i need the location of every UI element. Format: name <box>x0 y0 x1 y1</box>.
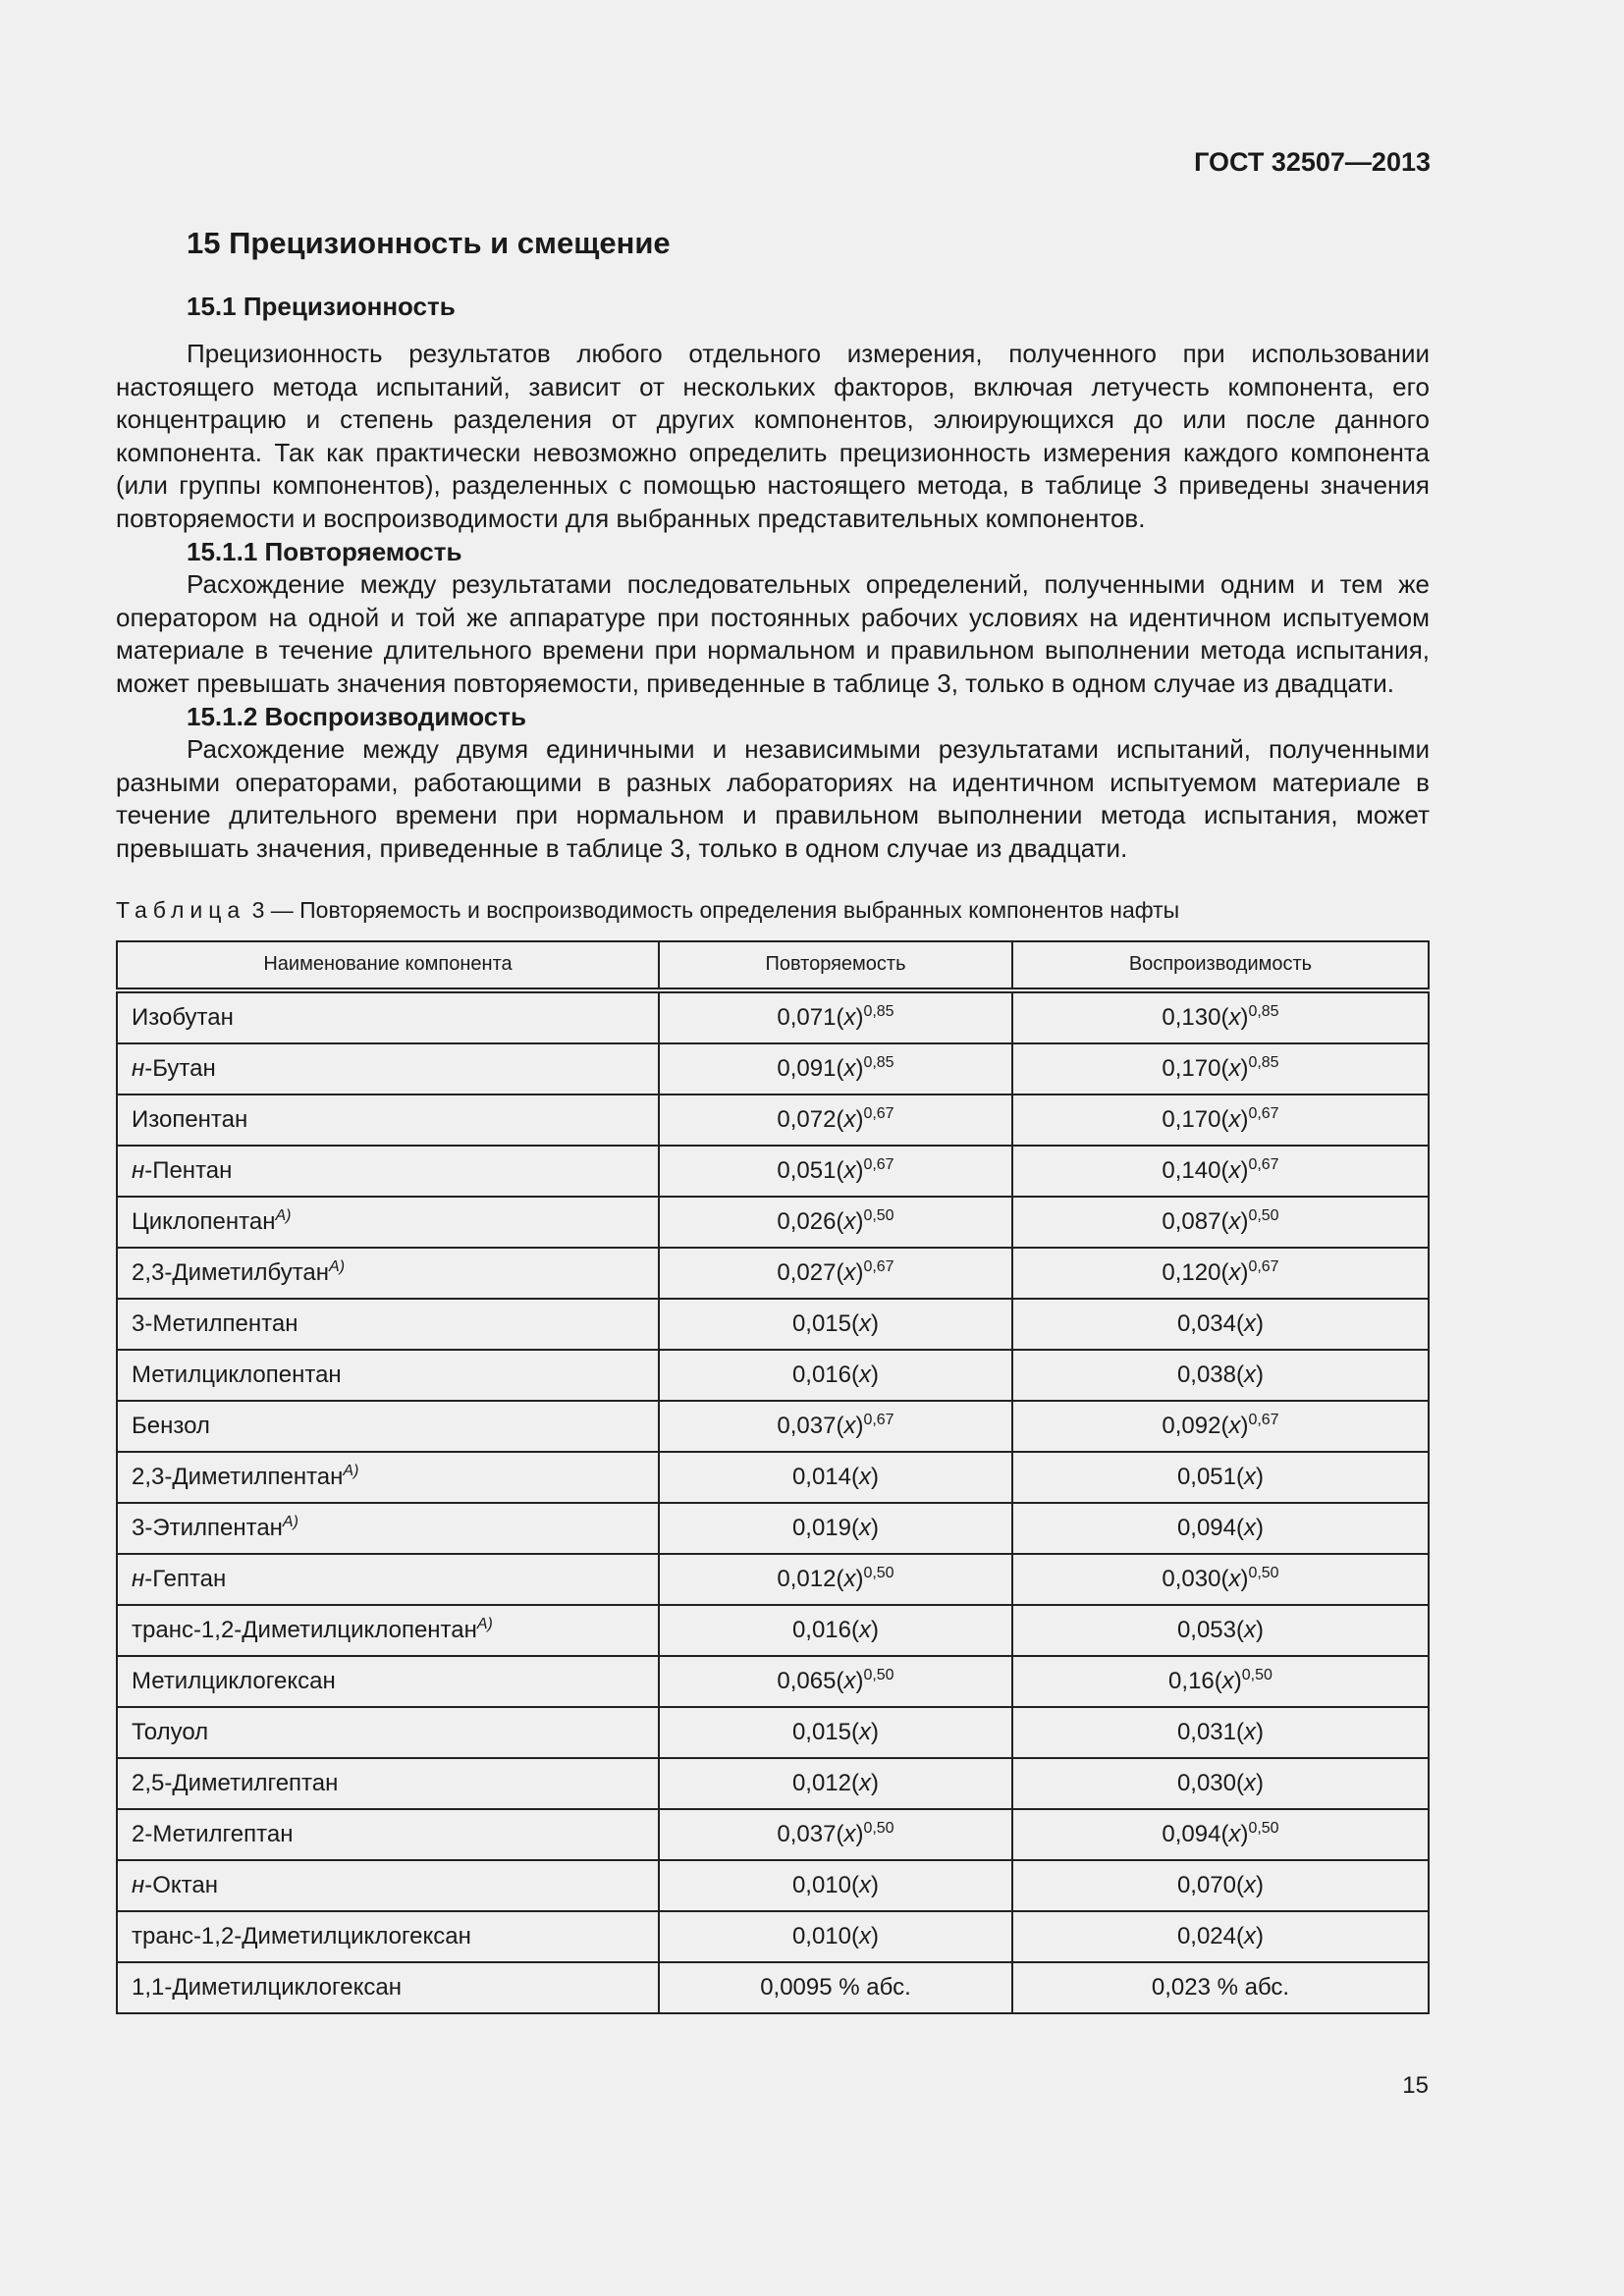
table-caption-label: Таблица <box>116 896 246 923</box>
reproducibility-cell: 0,051(x) <box>1012 1452 1429 1503</box>
coefficient: 0,037 <box>777 1412 837 1439</box>
table-row <box>117 1095 1429 1146</box>
component-prefix: н <box>132 1565 145 1592</box>
table-row <box>117 1758 1429 1809</box>
variable: x <box>1228 1156 1241 1184</box>
coefficient: 0,071 <box>777 1003 837 1031</box>
repeatability-cell: 0,010(x) <box>659 1860 1012 1911</box>
component-name-cell <box>117 1299 659 1350</box>
coefficient: 0,031 <box>1176 1718 1236 1745</box>
exponent: 0,50 <box>1248 1819 1279 1837</box>
page-number: 15 <box>1402 2072 1429 2099</box>
variable: x <box>1244 1718 1256 1745</box>
repeatability-cell: $0,065(x)^{0,50}$ <box>659 1656 1012 1707</box>
variable: x <box>859 1769 871 1796</box>
variable: x <box>843 1207 856 1235</box>
reproducibility-cell: $0,170(x)^{0,85}$ <box>1012 1043 1429 1095</box>
variable: x <box>859 1514 871 1541</box>
component-name: транс-1,2-Диметилциклогексан <box>132 1922 471 1949</box>
coefficient: 0,038 <box>1176 1361 1236 1388</box>
variable: x <box>1244 1616 1256 1643</box>
exponent: 0,67 <box>863 1257 894 1275</box>
repeatability-cell: $0,037(x)^{0,67}$ <box>659 1401 1012 1452</box>
exponent: 0,85 <box>863 1002 894 1020</box>
reproducibility-cell: $0,130(x)^{0,85}$ <box>1012 990 1429 1043</box>
variable: x <box>1228 1054 1241 1082</box>
component-name: Толуол <box>132 1718 209 1745</box>
table-row <box>117 1911 1429 1962</box>
repeatability-title: 15.1.1 Повторяемость <box>187 536 462 566</box>
component-name: 2-Метилгептан <box>132 1820 294 1847</box>
component-prefix: н <box>132 1054 145 1082</box>
reproducibility-cell: $0,087(x)^{0,50}$ <box>1012 1197 1429 1248</box>
component-name: -Октан <box>144 1871 218 1898</box>
subsection-title: 15.1 Прецизионность <box>187 292 456 321</box>
component-prefix: н <box>132 1871 145 1898</box>
repeatability-paragraph: Расхождение между результатами последовательных определений, полученными одним и тем же оператором на одной и той же аппаратуре при постоянных рабочих условиях на идентичном испытуемом материале в течение длительного времени при нормальном и правильном выполнении метода испытания, может превышать значения повторяемости, приведенные в таблице 3, только в одном случае из двадцати. <box>116 569 1430 698</box>
component-name: 3-Этилпентан <box>132 1514 283 1541</box>
table-row <box>117 1707 1429 1758</box>
coefficient: 0,094 <box>1176 1514 1236 1541</box>
repeatability-cell: $0,091(x)^{0,85}$ <box>659 1043 1012 1095</box>
variable: x <box>843 1565 856 1592</box>
table-row <box>117 1605 1429 1656</box>
coefficient: 0,140 <box>1162 1156 1221 1184</box>
coefficient: 0,051 <box>1176 1463 1236 1490</box>
repeatability-cell: 0,015(x) <box>659 1299 1012 1350</box>
component-name: 3-Метилпентан <box>132 1309 298 1337</box>
coefficient: 0,015 <box>791 1309 851 1337</box>
coefficient: 0,010 <box>791 1871 851 1898</box>
component-prefix: н <box>132 1156 145 1184</box>
coefficient: 0,026 <box>777 1207 837 1235</box>
coefficient: 0,010 <box>791 1922 851 1949</box>
variable: x <box>843 1003 856 1031</box>
intro-paragraph: Прецизионность результатов любого отдельного измерения, полученного при использовании настоящего метода испытаний, зависит от нескольких факторов, включая летучесть компонента, его концентрацию и степень разделения от других компонентов, элюирующихся до или после данного компонента. Так как практически невозможно определить прецизионность измерения каждого компонента (или группы компонентов), разделенных с помощью настоящего метода, в таблице 3 приведены значения повторяемости и воспроизводимости для выбранных представительных компонентов. <box>116 339 1430 533</box>
variable: x <box>1244 1769 1256 1796</box>
repeatability-cell: $0,037(x)^{0,50}$ <box>659 1809 1012 1860</box>
table-row <box>117 1248 1429 1299</box>
table-row <box>117 1350 1429 1401</box>
coefficient: 0,016 <box>791 1616 851 1643</box>
footnote-mark: А) <box>476 1615 493 1632</box>
repeatability-cell: $0,027(x)^{0,67}$ <box>659 1248 1012 1299</box>
component-name-cell <box>117 1605 659 1656</box>
repeatability-cell: $0,051(x)^{0,67}$ <box>659 1146 1012 1197</box>
footnote-mark: А) <box>275 1206 292 1224</box>
reproducibility-cell: 0,030(x) <box>1012 1758 1429 1809</box>
table-row <box>117 1656 1429 1707</box>
page-content <box>116 218 1430 2014</box>
variable: x <box>859 1922 871 1949</box>
reproducibility-cell: $0,16(x)^{0,50}$ <box>1012 1656 1429 1707</box>
reproducibility-cell: $0,094(x)^{0,50}$ <box>1012 1809 1429 1860</box>
exponent: 0,67 <box>863 1411 894 1428</box>
component-name: Циклопентан <box>132 1207 276 1235</box>
document-code: ГОСТ 32507—2013 <box>1194 147 1431 177</box>
component-name-cell <box>117 1095 659 1146</box>
component-name-cell <box>117 1809 659 1860</box>
variable: x <box>1244 1361 1256 1388</box>
repeatability-cell: 0,014(x) <box>659 1452 1012 1503</box>
component-name-cell <box>117 1350 659 1401</box>
coefficient: 0,051 <box>777 1156 837 1184</box>
exponent: 0,67 <box>863 1155 894 1173</box>
component-name: 2,3-Диметилпентан <box>132 1463 344 1490</box>
coefficient: 0,070 <box>1176 1871 1236 1898</box>
table-row <box>117 1962 1429 2013</box>
component-name-cell <box>117 990 659 1043</box>
table-row <box>117 1043 1429 1095</box>
repeatability-cell: 0,015(x) <box>659 1707 1012 1758</box>
coefficient: 0,170 <box>1162 1054 1221 1082</box>
coefficient: 0,072 <box>777 1105 837 1133</box>
component-name-cell <box>117 1401 659 1452</box>
coefficient: 0,16 <box>1168 1667 1215 1694</box>
exponent: 0,50 <box>863 1666 894 1683</box>
component-name-cell <box>117 1707 659 1758</box>
variable: x <box>1228 1258 1241 1286</box>
table-row <box>117 1452 1429 1503</box>
variable: x <box>843 1156 856 1184</box>
reproducibility-cell: 0,024(x) <box>1012 1911 1429 1962</box>
variable: x <box>1228 1565 1241 1592</box>
exponent: 0,50 <box>863 1564 894 1581</box>
section-title: 15 Прецизионность и смещение <box>187 226 671 260</box>
exponent: 0,85 <box>1248 1002 1279 1020</box>
table-row <box>117 1554 1429 1605</box>
variable: x <box>1228 1412 1241 1439</box>
repeatability-cell: 0,019(x) <box>659 1503 1012 1554</box>
reproducibility-cell: $0,092(x)^{0,67}$ <box>1012 1401 1429 1452</box>
coefficient: 0,092 <box>1162 1412 1221 1439</box>
table-header-row <box>117 941 1429 990</box>
footnote-mark: А) <box>329 1257 346 1275</box>
variable: x <box>1244 1871 1256 1898</box>
reproducibility-cell: $0,120(x)^{0,67}$ <box>1012 1248 1429 1299</box>
component-name-cell <box>117 1248 659 1299</box>
exponent: 0,85 <box>1248 1053 1279 1071</box>
reproducibility-title: 15.1.2 Воспроизводимость <box>187 701 526 731</box>
value-text: 0,023 % абс. <box>1151 1973 1290 2001</box>
repeatability-cell: $0,012(x)^{0,50}$ <box>659 1554 1012 1605</box>
coefficient: 0,170 <box>1162 1105 1221 1133</box>
exponent: 0,85 <box>863 1053 894 1071</box>
table-row <box>117 1299 1429 1350</box>
coefficient: 0,094 <box>1162 1820 1221 1847</box>
variable: x <box>1228 1207 1241 1235</box>
repeatability-cell: $0,071(x)^{0,85}$ <box>659 990 1012 1043</box>
precision-table <box>116 940 1430 2014</box>
coefficient: 0,012 <box>777 1565 837 1592</box>
exponent: 0,67 <box>863 1104 894 1122</box>
exponent: 0,67 <box>1248 1411 1279 1428</box>
repeatability-cell: $0,026(x)^{0,50}$ <box>659 1197 1012 1248</box>
table-row <box>117 1146 1429 1197</box>
component-name-cell <box>117 1043 659 1095</box>
reproducibility-cell: 0,034(x) <box>1012 1299 1429 1350</box>
header-repeatability: Повторяемость <box>659 941 1012 990</box>
coefficient: 0,034 <box>1176 1309 1236 1337</box>
coefficient: 0,130 <box>1162 1003 1221 1031</box>
variable: x <box>859 1871 871 1898</box>
exponent: 0,50 <box>1241 1666 1272 1683</box>
variable: x <box>859 1361 871 1388</box>
repeatability-cell <box>659 1962 1012 2013</box>
reproducibility-cell: 0,038(x) <box>1012 1350 1429 1401</box>
coefficient: 0,012 <box>791 1769 851 1796</box>
component-name: Метилциклопентан <box>132 1361 342 1388</box>
variable: x <box>843 1054 856 1082</box>
component-name: Изобутан <box>132 1003 234 1031</box>
coefficient: 0,087 <box>1162 1207 1221 1235</box>
table-row <box>117 990 1429 1043</box>
reproducibility-cell: $0,170(x)^{0,67}$ <box>1012 1095 1429 1146</box>
header-reproducibility: Воспроизводимость <box>1012 941 1429 990</box>
component-name-cell <box>117 1197 659 1248</box>
coefficient: 0,065 <box>777 1667 837 1694</box>
exponent: 0,67 <box>1248 1257 1279 1275</box>
coefficient: 0,014 <box>791 1463 851 1490</box>
table-row <box>117 1809 1429 1860</box>
exponent: 0,50 <box>863 1819 894 1837</box>
variable: x <box>859 1718 871 1745</box>
reproducibility-cell: $0,140(x)^{0,67}$ <box>1012 1146 1429 1197</box>
reproducibility-cell: 0,053(x) <box>1012 1605 1429 1656</box>
coefficient: 0,015 <box>791 1718 851 1745</box>
component-name-cell <box>117 1758 659 1809</box>
variable: x <box>843 1820 856 1847</box>
coefficient: 0,027 <box>777 1258 837 1286</box>
exponent: 0,50 <box>1248 1564 1279 1581</box>
variable: x <box>1244 1922 1256 1949</box>
reproducibility-cell <box>1012 1962 1429 2013</box>
coefficient: 0,120 <box>1162 1258 1221 1286</box>
variable: x <box>859 1309 871 1337</box>
exponent: 0,67 <box>1248 1104 1279 1122</box>
exponent: 0,50 <box>863 1206 894 1224</box>
exponent: 0,50 <box>1248 1206 1279 1224</box>
value-text: 0,0095 % абс. <box>760 1973 911 2001</box>
component-name-cell <box>117 1452 659 1503</box>
variable: x <box>843 1412 856 1439</box>
component-name: транс-1,2-Диметилциклопентан <box>132 1616 477 1643</box>
table-row <box>117 1503 1429 1554</box>
variable: x <box>1228 1105 1241 1133</box>
coefficient: 0,091 <box>777 1054 837 1082</box>
coefficient: 0,024 <box>1176 1922 1236 1949</box>
table-row <box>117 1197 1429 1248</box>
component-name-cell <box>117 1146 659 1197</box>
coefficient: 0,053 <box>1176 1616 1236 1643</box>
repeatability-cell: 0,016(x) <box>659 1350 1012 1401</box>
table-row <box>117 1401 1429 1452</box>
repeatability-cell: 0,010(x) <box>659 1911 1012 1962</box>
variable: x <box>1228 1820 1241 1847</box>
component-name: -Пентан <box>144 1156 233 1184</box>
coefficient: 0,030 <box>1176 1769 1236 1796</box>
table-caption-text: 3 — Повторяемость и воспроизводимость определения выбранных компонентов нафты <box>251 896 1180 923</box>
exponent: 0,67 <box>1248 1155 1279 1173</box>
variable: x <box>1244 1309 1256 1337</box>
variable: x <box>859 1616 871 1643</box>
component-name-cell <box>117 1911 659 1962</box>
component-name: 2,5-Диметилгептан <box>132 1769 339 1796</box>
coefficient: 0,019 <box>791 1514 851 1541</box>
repeatability-cell: $0,072(x)^{0,67}$ <box>659 1095 1012 1146</box>
variable: x <box>1244 1463 1256 1490</box>
variable: x <box>1228 1003 1241 1031</box>
component-name-cell <box>117 1554 659 1605</box>
header-component: Наименование компонента <box>117 941 659 990</box>
component-name-cell <box>117 1962 659 2013</box>
table-row <box>117 1860 1429 1911</box>
repeatability-cell: 0,016(x) <box>659 1605 1012 1656</box>
reproducibility-paragraph: Расхождение между двумя единичными и независимыми результатами испытаний, полученными разными операторами, работающими в разных лабораториях на идентичном испытуемом материале в течение длительного времени при нормальном и правильном выполнении метода испытания, может превышать значения, приведенные в таблице 3, только в одном случае из двадцати. <box>116 734 1430 863</box>
component-name: 2,3-Диметилбутан <box>132 1258 330 1286</box>
repeatability-cell: 0,012(x) <box>659 1758 1012 1809</box>
component-name: 1,1-Диметилциклогексан <box>132 1973 402 2001</box>
component-name-cell <box>117 1656 659 1707</box>
component-name: -Гептан <box>144 1565 227 1592</box>
component-name-cell <box>117 1860 659 1911</box>
table-body <box>117 990 1429 2013</box>
component-name: -Бутан <box>144 1054 216 1082</box>
coefficient: 0,016 <box>791 1361 851 1388</box>
component-name-cell <box>117 1503 659 1554</box>
reproducibility-cell: 0,094(x) <box>1012 1503 1429 1554</box>
coefficient: 0,037 <box>777 1820 837 1847</box>
coefficient: 0,030 <box>1162 1565 1221 1592</box>
component-name: Изопентан <box>132 1105 248 1133</box>
reproducibility-cell: 0,031(x) <box>1012 1707 1429 1758</box>
variable: x <box>1221 1667 1234 1694</box>
variable: x <box>843 1258 856 1286</box>
component-name: Бензол <box>132 1412 210 1439</box>
variable: x <box>1244 1514 1256 1541</box>
variable: x <box>859 1463 871 1490</box>
variable: x <box>843 1667 856 1694</box>
component-name: Метилциклогексан <box>132 1667 336 1694</box>
table-caption <box>116 893 1430 927</box>
footnote-mark: А) <box>282 1513 298 1530</box>
footnote-mark: А) <box>343 1462 359 1479</box>
reproducibility-cell: 0,070(x) <box>1012 1860 1429 1911</box>
reproducibility-cell: $0,030(x)^{0,50}$ <box>1012 1554 1429 1605</box>
variable: x <box>843 1105 856 1133</box>
